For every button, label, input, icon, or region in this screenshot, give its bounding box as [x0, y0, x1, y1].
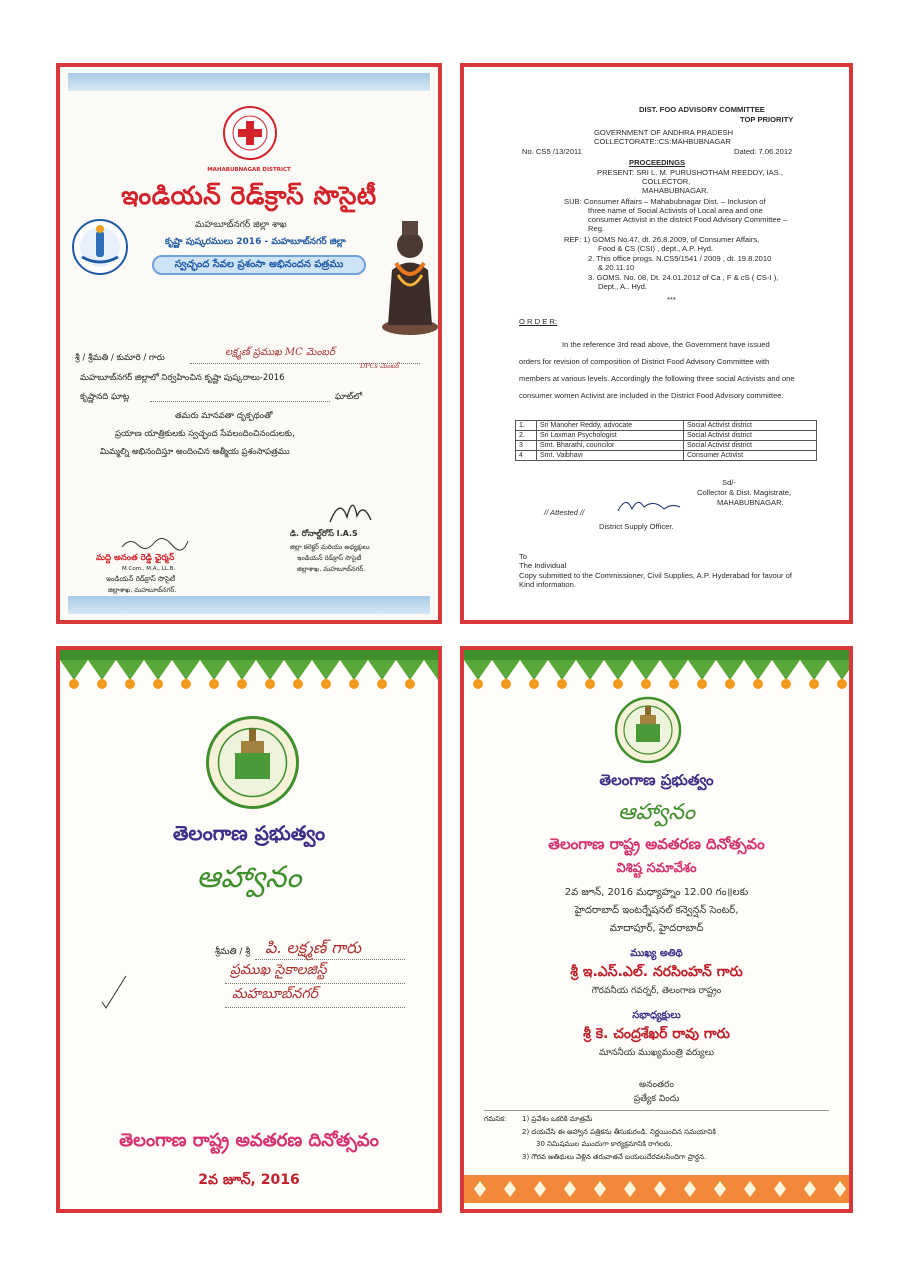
certificate-banner: స్వచ్ఛంద సేవల ప్రశంసా అభినందన పత్రము [152, 255, 366, 275]
note-label: గమనిక: [484, 1115, 507, 1123]
certificate-line-6: మిమ్మల్ని అభినందిస్తూ అందించిన ఆత్మీయ ప్రశంసాపత్రము [100, 447, 290, 457]
invitation-cover [56, 646, 442, 1213]
left-signatory-place: జిల్లాశాఖ, మహబూబ్‌నగర్. [108, 586, 177, 594]
certificate-line-4: తమరు మానవతా దృక్పథంతో [175, 411, 273, 421]
members-table [515, 420, 817, 461]
signatory-line-1: Collector & Dist. Magistrate, [697, 488, 792, 497]
member-name: Sri Laxman Psychologist [537, 431, 684, 441]
reference-3a: 3. GOMS. No. 08, Dt. 24.01.2012 of Ca , F & cS ( CS-I ), [588, 273, 779, 282]
garland-icon [60, 650, 438, 692]
member-role: Social Activist district [684, 431, 817, 441]
addressee-line-2: ప్రముఖ సైకాలజిస్ట్ [230, 962, 327, 978]
addressee-underline-3 [225, 1007, 405, 1008]
reference-1a: REF: 1) GOMS No.47, dt. 26.8.2009, of Consumer Affairs, [564, 235, 760, 244]
subject-line-3: consumer Activist in the district Food Advisory Committee – [588, 215, 788, 224]
invitation-inner [460, 646, 853, 1213]
district-supply-officer: District Supply Officer. [599, 522, 674, 531]
telangana-seal-icon [614, 696, 682, 764]
telangana-seal-icon [205, 715, 300, 810]
present-line-3: MAHABUBNAGAR. [642, 186, 709, 195]
order-paragraph-4: consumer women Activist are included in the District Food Advisory committee. [519, 391, 784, 400]
attested-mark: // Attested // [544, 508, 585, 517]
president-name: శ్రీ కె. చంద్రశేఖర్ రావు గారు [583, 1026, 730, 1042]
meeting-title: విశిష్ట సమావేశం [616, 861, 697, 876]
table-row [516, 451, 817, 461]
venue-line-1: హైదరాబాద్ ఇంటర్నేషనల్ కన్వెన్షన్ సెంటర్, [574, 905, 739, 916]
decorative-border-icon [464, 1175, 849, 1203]
reference-2b: & 20.11.10 [598, 263, 635, 272]
order-paragraph-1: In the reference 3rd read above, the Government have issued [562, 340, 770, 349]
invitation-title: ఆహ్వానం [196, 860, 302, 895]
proceedings-title: PROCEEDINGS [629, 158, 686, 167]
event-time: 2వ జూన్, 2016 మధ్యాహ్నం 12.00 గం॥లకు [564, 887, 749, 898]
bottom-blue-band [68, 596, 430, 614]
addressee-label: శ్రీమతి / శ్రీ [215, 947, 251, 957]
copy-line-2: Kind information. [519, 580, 576, 589]
member-name: Sri Manoher Reddy, advocate [537, 421, 684, 431]
member-no: 2. [516, 431, 537, 441]
member-role: Social Activist district [684, 441, 817, 451]
left-signatory-degree: M.Com., M.A., LL.B. [122, 566, 176, 572]
order-paragraph-3: members at various levels. Accordingly the following three social Activists and one [519, 374, 795, 383]
table-row [516, 431, 817, 441]
event-name: తెలంగాణ రాష్ట్ర అవతరణ దినోత్సవం [548, 835, 765, 853]
member-name: Smt. Vaibhavi [537, 451, 684, 461]
present-line-1: PRESENT: SRI L. M. PURUSHOTHAM REEDDY, IAS., [597, 168, 783, 177]
note-2: 2) దయచేసి ఈ ఆహ్వాన పత్రికను తీసుకురండి. నిర్ణయించిన సమయానికి [522, 1128, 717, 1136]
chief-guest-name: శ్రీ ఇ.ఎస్.ఎల్. నరసింహన్ గారు [570, 964, 743, 980]
garland-icon [464, 650, 849, 692]
member-no: 3 [516, 441, 537, 451]
signatory-line-2: MAHABUBNAGAR. [717, 498, 784, 507]
recipient: The Individual [519, 561, 567, 570]
right-signatory-place: జిల్లాశాఖ, మహబూబ్‌నగర్. [297, 565, 366, 573]
government-name: GOVERNMENT OF ANDHRA PRADESH [594, 128, 734, 137]
top-blue-band [68, 73, 430, 91]
dinner-label: ప్రత్యేక విందు [633, 1094, 680, 1104]
addressee-underline-1 [255, 959, 405, 960]
red-cross-emblem-icon [218, 101, 282, 165]
certificate-line-2: మహబూబ్‌నగర్ జిల్లాలో నిర్వహించిన కృష్ణా పుష్కరాలు-2016 [80, 373, 285, 383]
member-name: Smt. Bharathi, councilor [537, 441, 684, 451]
reference-number: No. CS5 /13/2011 [522, 147, 582, 156]
order-date: Dated: 7.06.2012 [734, 147, 793, 156]
member-role: Social Activist district [684, 421, 817, 431]
certificate-line-3-right: ఘాట్‌లో [335, 392, 363, 402]
member-no: 4 [516, 451, 537, 461]
note-3: 3) గౌరవ అతిథులు వెళ్లిన తరువాతనే బయలుదేరవలసిందిగా ప్రార్థన. [522, 1153, 707, 1161]
left-signatory-org: ఇండియన్ రెడ్‌క్రాస్ సొసైటీ [106, 575, 176, 583]
left-signatory-name: మద్ది అనంత రెడ్డి ఛైర్మన్ [96, 553, 175, 563]
name-field-label: శ్రీ / శ్రీమతి / కుమారి / గారు [75, 353, 165, 363]
priority-heading: TOP PRIORITY [740, 115, 794, 124]
venue-line-2: మాదాపూర్, హైదరాబాద్ [609, 923, 704, 934]
pushkaralu-logo-icon [70, 217, 130, 277]
government-heading: తెలంగాణ ప్రభుత్వం [599, 771, 714, 789]
table-row [516, 421, 817, 431]
branch-line: మహబూబ్‌నగర్ జిల్లా శాఖ [195, 220, 287, 230]
table-row [516, 441, 817, 451]
present-line-2: COLLECTOR, [642, 177, 691, 186]
addressee-underline-2 [225, 983, 405, 984]
note-1: 1) ప్రవేశం ఒకరికి మాత్రమే [522, 1115, 593, 1123]
right-signatory-role: జిల్లా కలెక్టర్ మరియు అధ్యక్షులు [290, 543, 370, 551]
right-signatory-org: ఇండియన్ రెడ్‌క్రాస్ సొసైటీ [297, 554, 362, 562]
committee-heading: DIST. FOO ADVISORY COMMITTEE [639, 105, 765, 114]
name-field-note: DPCs మెంబర్ [360, 362, 399, 370]
note-2b: 30 నిమిషముల ముందుగా కార్యక్రమానికి రాగలరు. [536, 1140, 673, 1148]
subject-line-1: SUB: Consumer Affairs – Mahabubnagar Dist. – Inclusion of [564, 197, 766, 206]
government-heading: తెలంగాణ ప్రభుత్వం [172, 821, 326, 845]
pen-tick-mark-icon [100, 972, 130, 1012]
collectorate: COLLECTORATE::CS:MAHBUBNAGAR [594, 137, 731, 146]
government-order-document [460, 63, 853, 624]
certificate-line-5: ప్రయాణ యాత్రికులకు స్వచ్ఛంద సేవలందించినందులకు, [115, 429, 295, 439]
emblem-district: MAHABUBNAGAR DISTRICT [207, 167, 291, 173]
certificate-line-3-left: కృష్ణానది ఘాట్ల [80, 392, 130, 402]
name-field-value: లక్ష్మణ్ ప్రముఖ MC మెంబర్ [225, 347, 335, 358]
order-paragraph-2: orders for revision of composition of District Food Advisory Committee with [519, 357, 770, 366]
chief-guest-role: గౌరవనీయ గవర్నర్, తెలంగాణ రాష్ట్రం [591, 986, 722, 996]
event-name: తెలంగాణ రాష్ట్ర అవతరణ దినోత్సవం [119, 1130, 379, 1151]
right-signature-icon [325, 492, 375, 527]
order-label: O R D E R: [519, 317, 557, 326]
goddess-statue-icon [380, 215, 440, 337]
addressee-line-3: మహబూబ్‌నగర్ [232, 986, 318, 1002]
addressee-line-1: పి. లక్ష్మణ్ గారు [265, 938, 362, 957]
event-date: 2వ జూన్, 2016 [198, 1172, 300, 1188]
right-signatory-name: డి. రోనాల్డ్‌రోస్ I.A.S [290, 529, 358, 538]
after-label: అనంతరం [639, 1080, 674, 1090]
chief-guest-label: ముఖ్య అతిథి [630, 948, 683, 959]
copy-line-1: Copy submitted to the Commissioner, Civil Supplies, A.P. Hyderabad for favour of [519, 571, 792, 580]
president-role: మాననీయ ముఖ్యమంత్రి వర్యులు [598, 1048, 714, 1058]
ghat-underline [150, 401, 330, 402]
red-cross-certificate [56, 63, 442, 624]
sd-mark: Sd/- [722, 478, 736, 487]
reference-1b: Food & CS (CSI) , dept., A.P. Hyd. [598, 244, 714, 253]
subject-line-4: Reg. [588, 224, 605, 233]
member-no: 1. [516, 421, 537, 431]
subject-line-2: three name of Social Activists of Local area and one [588, 206, 763, 215]
invitation-title: ఆహ్వానం [618, 800, 695, 825]
reference-3b: Dept., A.. Hyd. [598, 282, 647, 291]
to-label: To [519, 552, 528, 561]
certificate-title: ఇండియన్ రెడ్‌క్రాస్ సొసైటీ [121, 181, 377, 210]
left-signature-icon [120, 537, 190, 551]
event-line: కృష్ణా పుష్కరములు 2016 - మహబూబ్‌నగర్ జిల్లా [165, 237, 346, 247]
member-role: Consumer Activist [684, 451, 817, 461]
reference-2a: 2. This office progs. N.CS5/1541 / 2009 , dt. 19.8.2010 [588, 254, 772, 263]
president-label: సభాధ్యక్షులు [632, 1010, 681, 1021]
notes-divider [484, 1110, 829, 1111]
dso-signature-icon [614, 493, 684, 517]
section-stars: *** [667, 295, 676, 304]
